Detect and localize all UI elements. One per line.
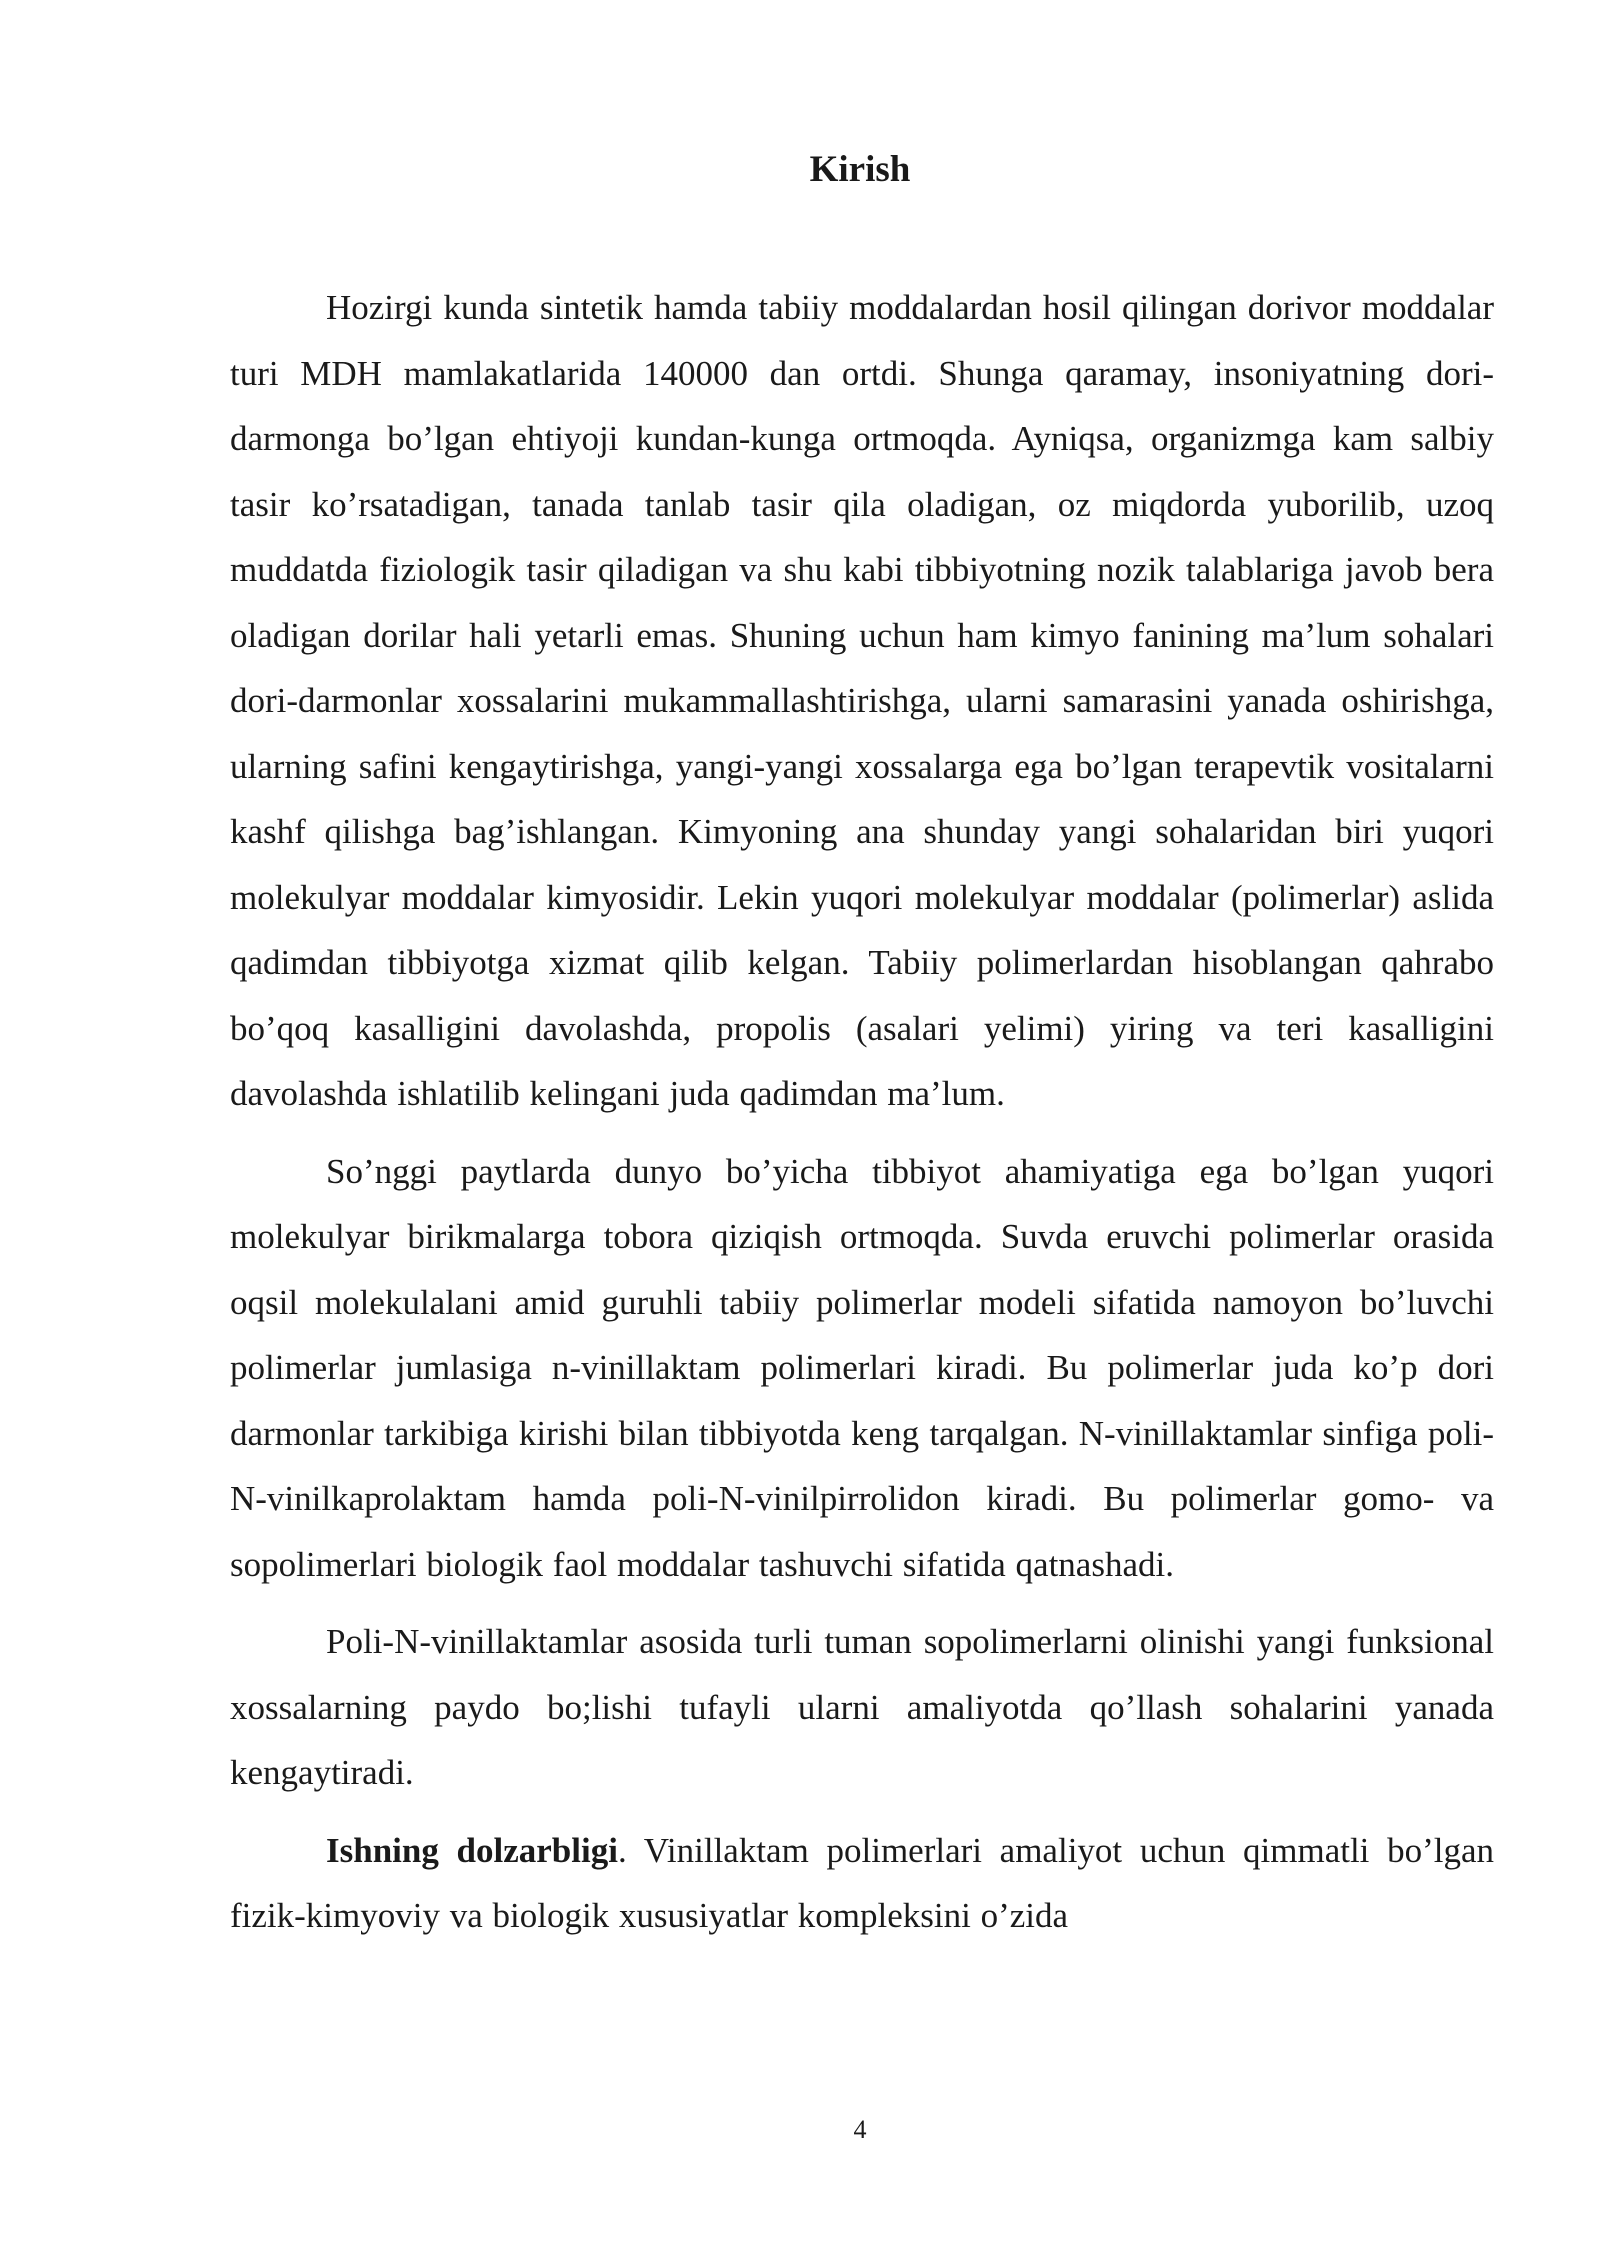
- page-number: 4: [853, 2115, 867, 2144]
- paragraph-1-text: Hozirgi kunda sintetik hamda tabiiy moddalardan hosil qilingan dorivor moddalar turi MDH mamlakatlarida 140000 dan ortdi. Shunga qaramay, insoniyatning dori-darmonga bo’lgan ehtiyoji kundan-kunga ortmoqda. Ayniqsa, organizmga kam salbiy tasir ko’rsatadigan, tanada tanlab tasir qila oladigan, oz miqdorda yuborilib, uzoq muddatda fiziologik tasir qiladigan va shu kabi tibbiyotning nozik talablariga javob bera oladigan dorilar hali yetarli emas. Shuning uchun ham kimyo fanining ma’lum sohalari dori-darmonlar xossalarini mukammallashtirishga, ularni samarasini yanada oshirishga, ularning safini kengaytirishga, yangi-yangi xossalarga ega bo’lgan terapevtik vositalarni kashf qilishga bag’ishlangan. Kimyoning ana shunday yangi sohalaridan biri yuqori molekulyar moddalar kimyosidir. Lekin yuqori molekulyar moddalar (polimerlar) aslida qadimdan tibbiyotga xizmat qilib kelgan. Tabiiy polimerlardan hisoblangan qahrabo bo’qoq kasalligini davolashda, propolis (asalari yelimi) yiring va teri kasalligini davolashda ishlatilib kelingani juda qadimdan ma’lum.: [230, 288, 1494, 1113]
- document-body: [230, 275, 1494, 1961]
- paragraph-4-lead: Ishning dolzarbligi: [326, 1830, 618, 1870]
- paragraph-4: [230, 1818, 1494, 1949]
- paragraph-3: [230, 1609, 1494, 1806]
- paragraph-2-text: So’nggi paytlarda dunyo bo’yicha tibbiyot ahamiyatiga ega bo’lgan yuqori molekulyar birikmalarga tobora qiziqish ortmoqda. Suvda eruvchi polimerlar orasida oqsil molekulalani amid guruhli tabiiy polimerlar modeli sifatida namoyon bo’luvchi polimerlar jumlasiga n-vinillaktam polimerlari kiradi. Bu polimerlar juda ko’p dori darmonlar tarkibiga kirishi bilan tibbiyotda keng tarqalgan. N-vinillaktamlar sinfiga poli-N-vinilkaprolaktam hamda poli-N-vinilpirrolidon kiradi. Bu polimerlar gomo- va sopolimerlari biologik faol moddalar tashuvchi sifatida qatnashadi.: [230, 1151, 1494, 1584]
- paragraph-2: [230, 1139, 1494, 1598]
- paragraph-3-text: Poli-N-vinillaktamlar asosida turli tuman sopolimerlarni olinishi yangi funksional xossalarning paydo bo;lishi tufayli ularni amaliyotda qo’llash sohalarini yanada kengaytiradi.: [230, 1622, 1494, 1792]
- paragraph-4-text: . Vinillaktam polimerlari amaliyot uchun qimmatli bo’lgan fizik-kimyoviy va biologik xususiyatlar kompleksini o’zida: [230, 1830, 1494, 1935]
- paragraph-1: [230, 275, 1494, 1127]
- page-title: Kirish: [809, 149, 911, 190]
